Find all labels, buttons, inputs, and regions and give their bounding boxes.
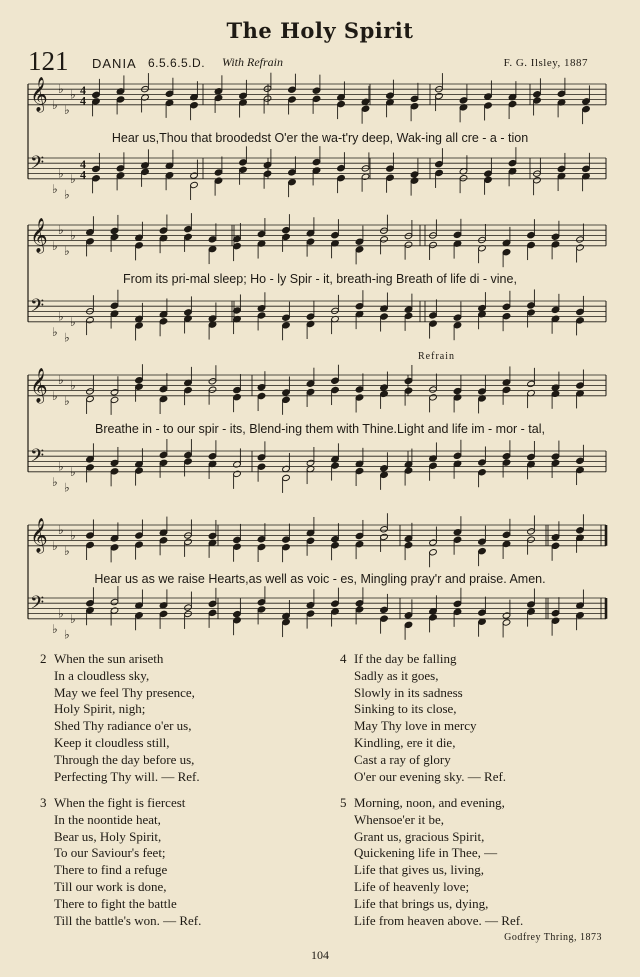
verse-line: Till our work is done, (54, 878, 167, 894)
verse-line: Life that gives us, living, (354, 862, 484, 878)
flat-icon: ♭ (70, 464, 76, 479)
bass-clef-icon: 𝄢 (30, 446, 45, 471)
verse-line: Holy Spirit, nigh; (54, 701, 146, 717)
verse-line: Quickening life in Thee, — (354, 845, 498, 861)
flat-icon: ♭ (70, 314, 76, 329)
flat-icon: ♭ (64, 627, 70, 640)
flat-icon: ♭ (64, 187, 70, 202)
bass-clef-icon: 𝄢 (30, 593, 45, 618)
verse-line: Grant us, gracious Spirit, (354, 828, 485, 844)
flat-icon: ♭ (58, 523, 64, 538)
flat-icon: ♭ (64, 544, 70, 558)
verse-line: To our Saviour's feet; (54, 845, 166, 861)
verse-3 (40, 795, 201, 929)
verse-line: Sinking to its close, (354, 701, 457, 717)
verse-line: There to find a refuge (54, 862, 168, 878)
flat-icon: ♭ (70, 611, 76, 626)
flat-icon: ♭ (70, 378, 76, 393)
verse-line: In a cloudless sky, (54, 667, 150, 683)
author-credit: Godfrey Thring, 1873 (504, 932, 602, 943)
flat-icon: ♭ (64, 330, 70, 345)
flat-icon: ♭ (58, 606, 64, 621)
flat-icon: ♭ (52, 325, 58, 340)
verse-line: There to fight the battle (54, 895, 177, 911)
verse-line: Till the battle's won. — Ref. (54, 912, 202, 928)
lyric-line: Hear us,Thou that broodedst O'er the wa-t'ry deep, Wak-ing all cre - a - tion (111, 131, 529, 145)
verse-line: Kindling, ere it die, (354, 734, 456, 750)
flat-icon: ♭ (52, 388, 58, 403)
flat-icon: ♭ (52, 538, 58, 553)
treble-clef-icon: 𝄞 (30, 77, 48, 112)
verse-line: 4 If the day be falling (340, 651, 457, 666)
verse-number: 3 (40, 795, 47, 810)
refrain-label: Refrain (418, 351, 455, 362)
verse-line: Life that brings us, dying, (354, 895, 489, 911)
flat-icon: ♭ (52, 475, 58, 490)
flat-icon: ♭ (58, 373, 64, 388)
verse-line: Sadly as it goes, (354, 667, 439, 683)
verse-line: Cast a ray of glory (354, 751, 451, 767)
flat-icon: ♭ (70, 528, 76, 543)
page-number: 104 (311, 948, 329, 962)
flat-icon: ♭ (52, 182, 58, 197)
time-signature: 4 (80, 167, 86, 182)
flat-icon: ♭ (58, 166, 64, 181)
verse-line: Perfecting Thy will. — Ref. (54, 768, 200, 784)
treble-clef-icon: 𝄞 (30, 518, 48, 553)
flat-icon: ♭ (64, 244, 70, 258)
verse-line: May we feel Thy presence, (54, 684, 195, 700)
bass-clef-icon: 𝄢 (30, 296, 45, 321)
flat-icon: ♭ (58, 309, 64, 324)
time-signature: 4 (80, 93, 86, 108)
flat-icon: ♭ (70, 228, 76, 243)
flat-icon: ♭ (64, 480, 70, 495)
flat-icon: ♭ (58, 459, 64, 474)
verse-line: Whensoe'er it be, (354, 811, 445, 827)
time-signature: 4 (80, 157, 86, 171)
verse-line: Through the day before us, (54, 751, 195, 767)
hymn-number: 121 (28, 46, 69, 76)
lyric-line: Hear us as we raise Hearts,as well as voic - es, Mingling pray'r and praise. Amen. (94, 572, 546, 586)
meter: 6.5.6.5.D. (148, 56, 206, 70)
flat-icon: ♭ (52, 238, 58, 253)
flat-icon: ♭ (52, 622, 58, 637)
verse-line: Life from heaven above. — Ref. (354, 912, 524, 928)
tune-name: DANIA (92, 56, 137, 71)
verse-line: Keep it cloudless still, (54, 734, 170, 750)
flat-icon: ♭ (52, 97, 58, 112)
treble-clef-icon: 𝄞 (30, 368, 48, 403)
verse-line: 3 When the fight is fiercest (40, 795, 186, 810)
flat-icon: ♭ (70, 87, 76, 102)
flat-icon: ♭ (70, 171, 76, 186)
composer-credit: F. G. Ilsley, 1887 (503, 57, 588, 69)
flat-icon: ♭ (58, 82, 64, 97)
verse-line: In the noontide heat, (54, 811, 161, 827)
verse-line: O'er our evening sky. — Ref. (354, 768, 507, 784)
verse-line: Bear us, Holy Spirit, (54, 828, 162, 844)
verse-line: Slowly in its sadness (354, 684, 463, 700)
flat-icon: ♭ (64, 394, 70, 408)
verse-number: 4 (340, 651, 347, 666)
section-title: The Holy Spirit (226, 18, 414, 43)
verse-number: 2 (40, 651, 47, 666)
flat-icon: ♭ (58, 223, 64, 238)
tempo-marking: With Refrain (222, 55, 283, 69)
lyric-line: Breathe in - to our spir - its, Blend-ing them with Thine.Light and life im - mor - tal, (95, 422, 545, 436)
verse-2 (40, 651, 200, 785)
verse-4 (340, 651, 506, 785)
verse-5 (340, 795, 523, 929)
verse-number: 5 (340, 795, 347, 810)
treble-clef-icon: 𝄞 (30, 218, 48, 253)
lyric-line: From its pri-mal sleep; Ho - ly Spir - it, breath-ing Breath of life di - vine, (123, 272, 517, 286)
flat-icon: ♭ (64, 103, 70, 117)
bass-clef-icon: 𝄢 (30, 153, 45, 178)
verse-line: May Thy love in mercy (354, 718, 477, 734)
verse-line: 2 When the sun ariseth (40, 651, 164, 666)
time-signature: 4 (80, 83, 86, 97)
verse-line: Life of heavenly love; (354, 878, 470, 894)
verse-line: Shed Thy radiance o'er us, (54, 718, 192, 734)
verse-line: 5 Morning, noon, and evening, (340, 795, 505, 810)
